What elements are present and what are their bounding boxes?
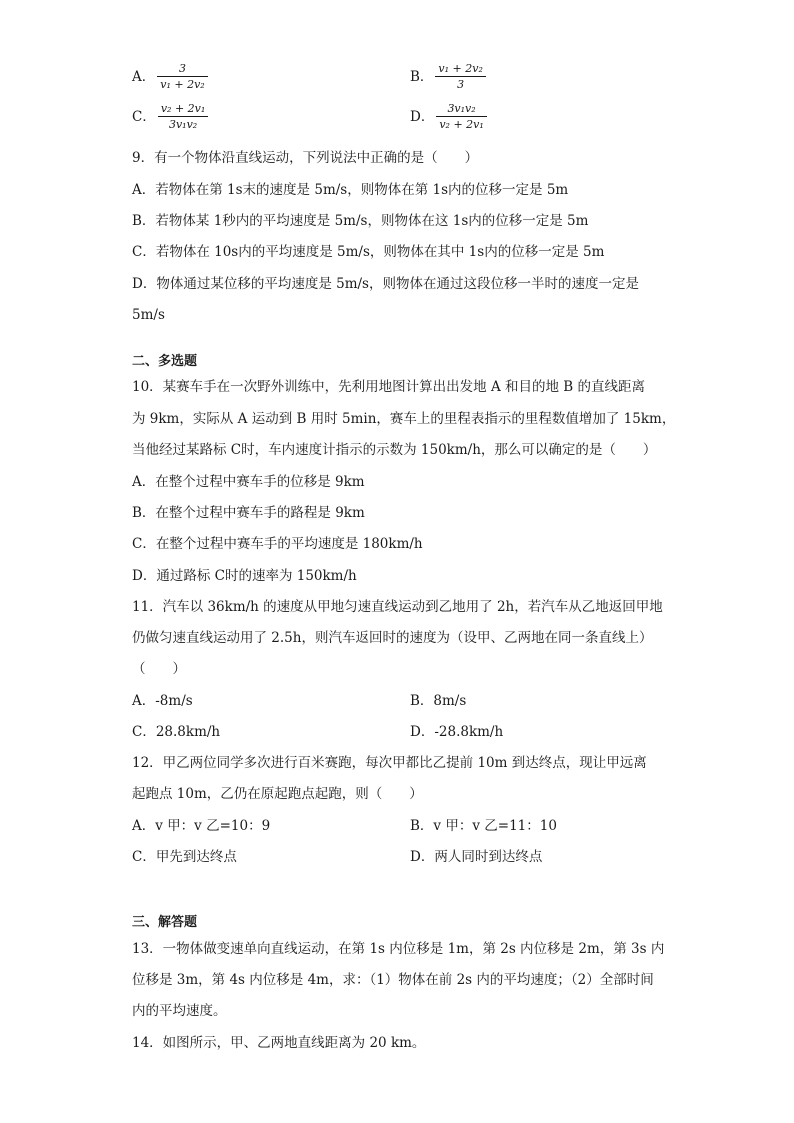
q13-stem-line2: 位移是 3m，第 4s 内位移是 4m，求：（1）物体在前 2s 内的平均速度；（2）全部时间 — [132, 972, 654, 988]
q11-stem-line1: 11．汽车以 36km/h 的速度从甲地匀速直线运动到乙地用了 2h，若汽车从乙地返回甲地 — [132, 599, 663, 615]
fraction: $\frac{3}{\text{v₁ + 2v₂}}$ — [157, 62, 207, 91]
q11-option-c[interactable]: C．28.8km/h — [132, 724, 221, 740]
q12-option-b[interactable]: B．v 甲：v 乙=11：10 — [410, 818, 557, 834]
option-label: C． — [132, 108, 156, 125]
q11-option-b[interactable]: B．8m/s — [410, 693, 467, 709]
q12-option-c[interactable]: C．甲先到达终点 — [132, 849, 237, 865]
q11-option-a[interactable]: A．-8m/s — [132, 693, 193, 709]
q14-stem-line1: 14．如图所示，甲、乙两地直线距离为 20 km。 — [132, 1035, 426, 1051]
q10-stem-line1: 10．某赛车手在一次野外训练中，先利用地图计算出出发地 A 和目的地 B 的直线距离 — [132, 379, 646, 395]
q8-option-a[interactable] — [132, 62, 208, 91]
q10-option-c[interactable]: C．在整个过程中赛车手的平均速度是 180km/h — [132, 536, 423, 552]
fraction: $\frac{\text{3v₁v₂}}{\text{v₂ + 2v₁}}$ — [436, 102, 486, 131]
q9-option-d-cont: 5m/s — [132, 307, 165, 323]
q13-stem-line1: 13．一物体做变速单向直线运动，在第 1s 内位移是 1m，第 2s 内位移是 2m，第 3s 内 — [132, 941, 665, 957]
section-title-solve: 三、解答题 — [132, 915, 198, 930]
q10-stem-line3: 当他经过某路标 C时，车内速度计指示的示数为 150km/h，那么可以确定的是（ ） — [132, 442, 657, 458]
q8-option-b[interactable] — [410, 62, 486, 91]
q12-option-a[interactable]: A．v 甲：v 乙=10：9 — [132, 818, 271, 834]
q10-option-a[interactable]: A．在整个过程中赛车手的位移是 9km — [132, 474, 365, 490]
q12-stem-line1: 12．甲乙两位同学多次进行百米赛跑，每次甲都比乙提前 10m 到达终点，现让甲远离 — [132, 755, 647, 771]
q12-option-d[interactable]: D．两人同时到达终点 — [410, 849, 543, 865]
q10-option-b[interactable]: B．在整个过程中赛车手的路程是 9km — [132, 505, 365, 521]
q10-option-d[interactable]: D．通过路标 C时的速率为 150km/h — [132, 568, 357, 584]
fraction: $\frac{\text{v₁ + 2v₂}}{3}$ — [435, 62, 485, 91]
section-title-multiple-choice: 二、多选题 — [132, 354, 198, 369]
q13-stem-line3: 内的平均速度。 — [132, 1003, 227, 1019]
q9-stem: 9．有一个物体沿直线运动，下列说法中正确的是（ ） — [132, 150, 479, 166]
option-label: D． — [410, 108, 435, 125]
q9-option-d[interactable]: D．物体通过某位移的平均速度是 5m/s，则物体在通过这段位移一半时的速度一定是 — [132, 276, 639, 292]
q11-stem-line3: （ ） — [132, 661, 186, 677]
q8-option-d[interactable] — [410, 102, 487, 131]
q11-stem-line2: 仍做匀速直线运动用了 2.5h，则汽车返回时的速度为（设甲、乙两地在同一条直线上） — [132, 630, 653, 646]
q8-option-c[interactable] — [132, 102, 208, 131]
fraction: $\frac{\text{v₂ + 2v₁}}{\text{3v₁v₂}}$ — [158, 102, 208, 131]
q9-option-b[interactable]: B．若物体某 1秒内的平均速度是 5m/s，则物体在这 1s内的位移一定是 5m — [132, 213, 589, 229]
q9-option-a[interactable]: A．若物体在第 1s末的速度是 5m/s，则物体在第 1s内的位移一定是 5m — [132, 182, 569, 198]
q10-stem-line2: 为 9km，实际从 A 运动到 B 用时 5min，赛车上的里程表指示的里程数值增加了 15km， — [132, 411, 676, 427]
q12-stem-line2: 起跑点 10m，乙仍在原起跑点起跑，则（ ） — [132, 786, 423, 802]
q9-option-c[interactable]: C．若物体在 10s内的平均速度是 5m/s，则物体在其中 1s内的位移一定是 5m — [132, 244, 605, 260]
q11-option-d[interactable]: D．-28.8km/h — [410, 724, 504, 740]
option-label: B． — [410, 68, 434, 85]
option-label: A． — [132, 68, 156, 85]
